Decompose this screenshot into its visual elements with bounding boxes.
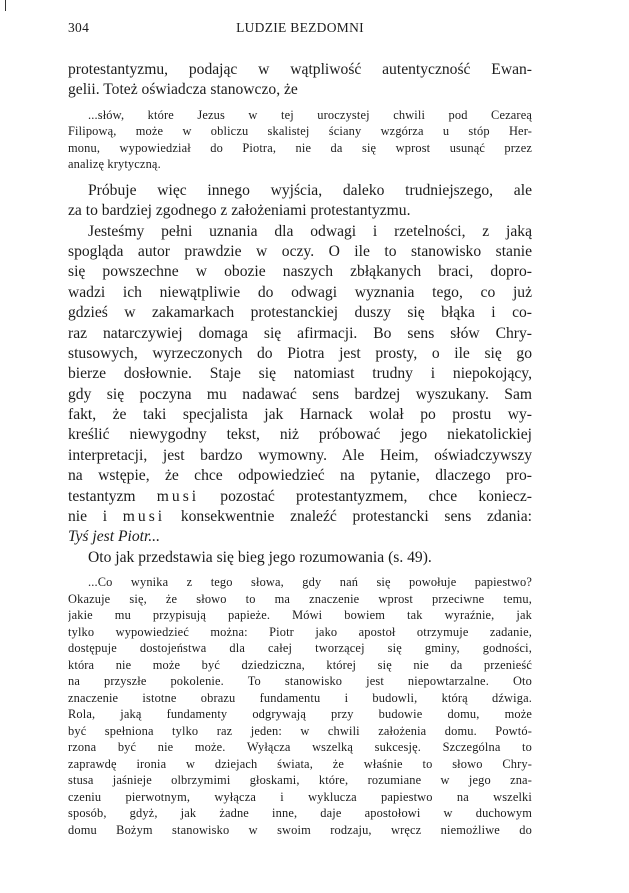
quote-line: domu Bożym stanowisko w swoim rodzaju, wręcz niemożliwe do — [68, 822, 532, 837]
text-line: Jesteśmy pełni uznania dla odwagi i rzetelności, z jaką — [88, 222, 532, 240]
paragraph-1 — [68, 60, 532, 101]
page-header — [68, 20, 532, 40]
text-line: bierze dosłownie. Staje się natomiast trudny i niepokojący, — [68, 365, 532, 383]
text-line: na wstępie, że chce odpowiedzieć na pytanie, dlaczego pro- — [68, 467, 532, 485]
text-line: spogląda autor prawdzie w oczy. O ile to stanowisko stanie — [68, 242, 532, 260]
text-line: testantyzm musi pozostać protestantyzmem, chce koniecz- — [68, 487, 532, 505]
paragraph-2 — [68, 181, 532, 222]
text-line: gdy się poczyna mu nadawać sens bardzej wyszukany. Sam — [68, 385, 532, 403]
text-line: protestantyzmu, podając w wątpliwość autentyczność Ewan- — [68, 61, 532, 78]
quote-line: rzona być nie może. Wyłącza wszelką sukcesję. Szczególna to — [68, 740, 532, 755]
quote-line: być spełniona tylko raz jeden: w chwili założenia domu. Powtó- — [68, 723, 532, 738]
quote-line: na przyszłe pokolenie. To stanowisko jest niepowtarzalne. Oto — [68, 674, 532, 689]
text-line: nie i musi konsekwentnie znaleźć protestancki sens zdania: — [68, 508, 532, 526]
quote-line: dostępuje dostojeństwa dla całej tworzącej się gminy, godności, — [68, 641, 532, 656]
paragraph-3 — [68, 222, 532, 548]
paragraph-4 — [68, 548, 532, 568]
text-line: kreślić niewygodny tekst, niż próbować jego niekatolickiej — [68, 426, 532, 444]
block-quote-1 — [68, 107, 532, 173]
quote-line: Okazuje się, że słowo to ma znaczenie wprost przeciwne temu, — [68, 591, 532, 606]
block-quote-2 — [68, 574, 532, 838]
text-line: stusowych, wyrzeczonych do Piotra jest prosty, o ile się go — [68, 344, 532, 362]
quote-line: monu, wypowiedział do Piotra, nie da się wprost usunąć przez — [68, 140, 532, 155]
page-edge-mark — [5, 0, 6, 11]
text-line: fakt, że taki specjalista jak Harnack wolał po prostu wy- — [68, 406, 532, 424]
quote-line: analizę krytyczną. — [68, 157, 161, 172]
quote-line: ...słów, które Jezus w tej uroczystej chwili pod Cezareą — [88, 107, 532, 122]
text-line: Oto jak przedstawia się bieg jego rozumowania (s. 49). — [88, 548, 432, 566]
quote-line: która nie może być dziedziczna, której się nie da przenieść — [68, 657, 532, 672]
text-line: za to bardziej zgodnego z założeniami protestantyzmu. — [68, 202, 411, 220]
italic-quote-line: Tyś jest Piotr... — [68, 528, 160, 546]
quote-line: sposób, gdyż, jak żadne inne, daje apostołowi w duchowym — [68, 806, 532, 821]
text-line: gelii. Toteż oświadcza stanowczo, że — [68, 81, 298, 99]
text-line: interpretacji, jest bardzo wymowny. Ale Heim, oświadczywszy — [68, 446, 532, 464]
quote-line: stusa jaśnieje olbrzymimi głoskami, które, rozumiane w jego zna- — [68, 773, 532, 788]
quote-line: tylko wypowiedzieć można: Piotr jako apostoł otrzymuje zadanie, — [68, 624, 532, 639]
page-body — [68, 60, 532, 838]
quote-line: jakie mu przypisują papieże. Mówi bowiem tak wyraźnie, jak — [68, 608, 532, 623]
quote-line: Rola, jaką fundamenty odgrywają przy budowie domu, może — [68, 707, 532, 722]
text-line: się powszechne w obozie naszych zbłąkanych braci, dopro- — [68, 263, 532, 281]
emphasis-musi: musi — [122, 508, 166, 526]
text-line: gdzieś w zakamarkach protestanckiej duszy się błąka i co- — [68, 304, 532, 322]
quote-line: ...Co wynika z tego słowa, gdy nań się powołuje papiestwo? — [88, 575, 532, 590]
emphasis-musi: musi — [156, 487, 200, 505]
page-number: 304 — [68, 20, 90, 35]
text-line: raz natarczywiej domaga się afirmacji. Bo sens słów Chry- — [68, 324, 532, 342]
text-line: wadzi ich niewątpliwie do odwagi wyznania tego, co już — [68, 283, 532, 301]
quote-line: zaprawdę ironia w dziejach świata, że właśnie to słowo Chry- — [68, 756, 532, 771]
quote-line: czeniu pierwotnym, wyłącza i wyklucza papiestwo na wszelki — [68, 789, 532, 804]
quote-line: znaczenie istotne obrazu fundamentu i budowli, którą dźwiga. — [68, 690, 532, 705]
quote-line: Filipową, może w obliczu skalistej ściany wzgórza u stóp Her- — [68, 124, 532, 139]
text-line: Próbuje więc innego wyjścia, daleko trudniejszego, ale — [88, 181, 532, 199]
running-title: LUDZIE BEZDOMNI — [236, 20, 364, 35]
